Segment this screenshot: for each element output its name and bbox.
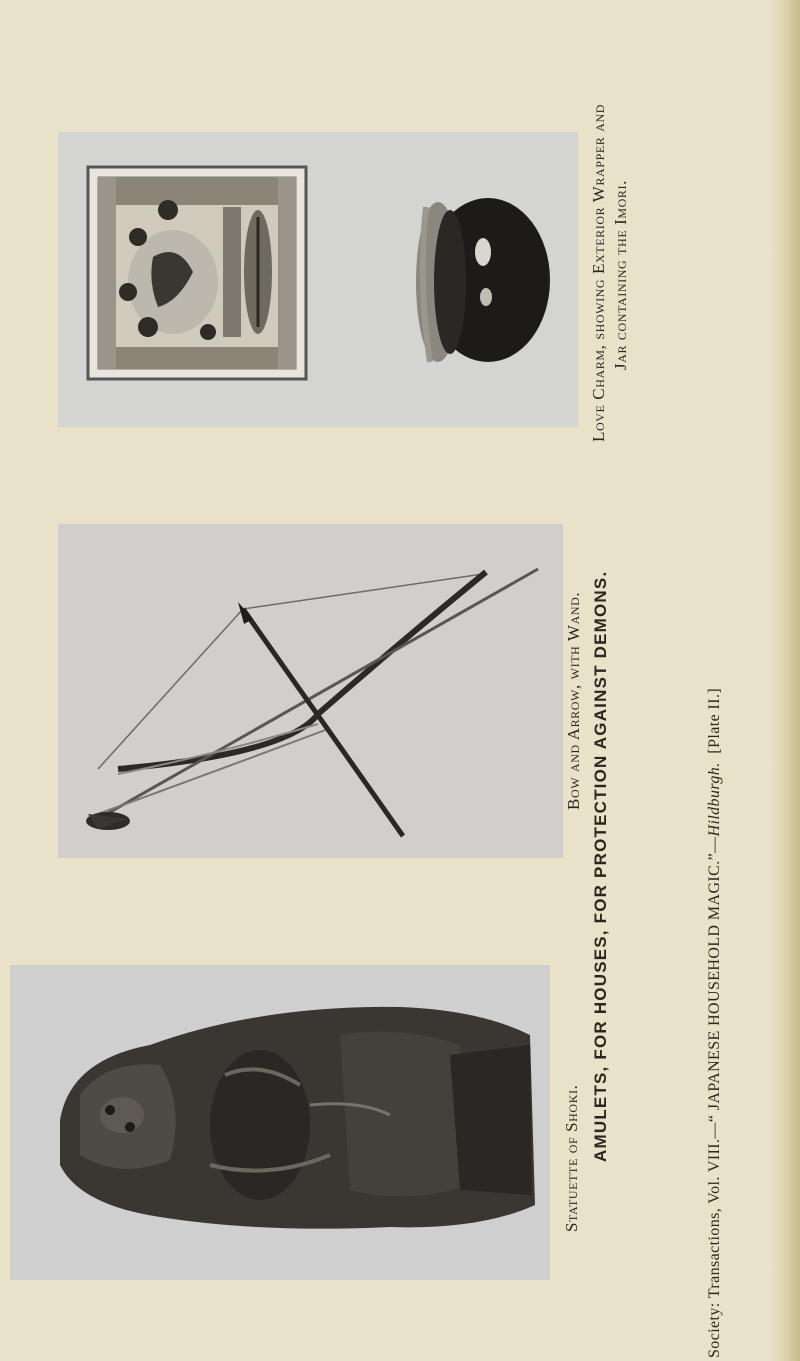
- bow-and-arrow-caption: Bow and Arrow, with Wand.: [564, 591, 583, 810]
- bow-and-arrow-illustration: [58, 524, 563, 858]
- love-charm-illustration: [58, 132, 578, 427]
- page-edge: [770, 0, 800, 1361]
- plate-footer: [707, 688, 723, 1358]
- statuette-of-shoki-photo: [10, 965, 550, 1280]
- love-charm-photo: [58, 132, 578, 427]
- footer-author: Hildburgh.: [706, 762, 723, 837]
- bow-and-arrow-photo: [58, 524, 563, 858]
- footer-society-title: Society: Transactions, Vol. VIII.—“ JAPANESE HOUSEHOLD MAGIC.”—: [706, 836, 723, 1358]
- amulets-heading: AMULETS, FOR HOUSES, FOR PROTECTION AGAINST DEMONS.: [591, 570, 610, 1162]
- love-charm-caption-line2: Jar containing the Imori.: [611, 180, 630, 370]
- statuette-caption: Statuette of Shoki.: [562, 1084, 581, 1232]
- plate-number: [Plate II.]: [706, 687, 723, 754]
- love-charm-caption-line1: Love Charm, showing Exterior Wrapper and: [589, 103, 608, 442]
- statuette-illustration: [10, 965, 550, 1280]
